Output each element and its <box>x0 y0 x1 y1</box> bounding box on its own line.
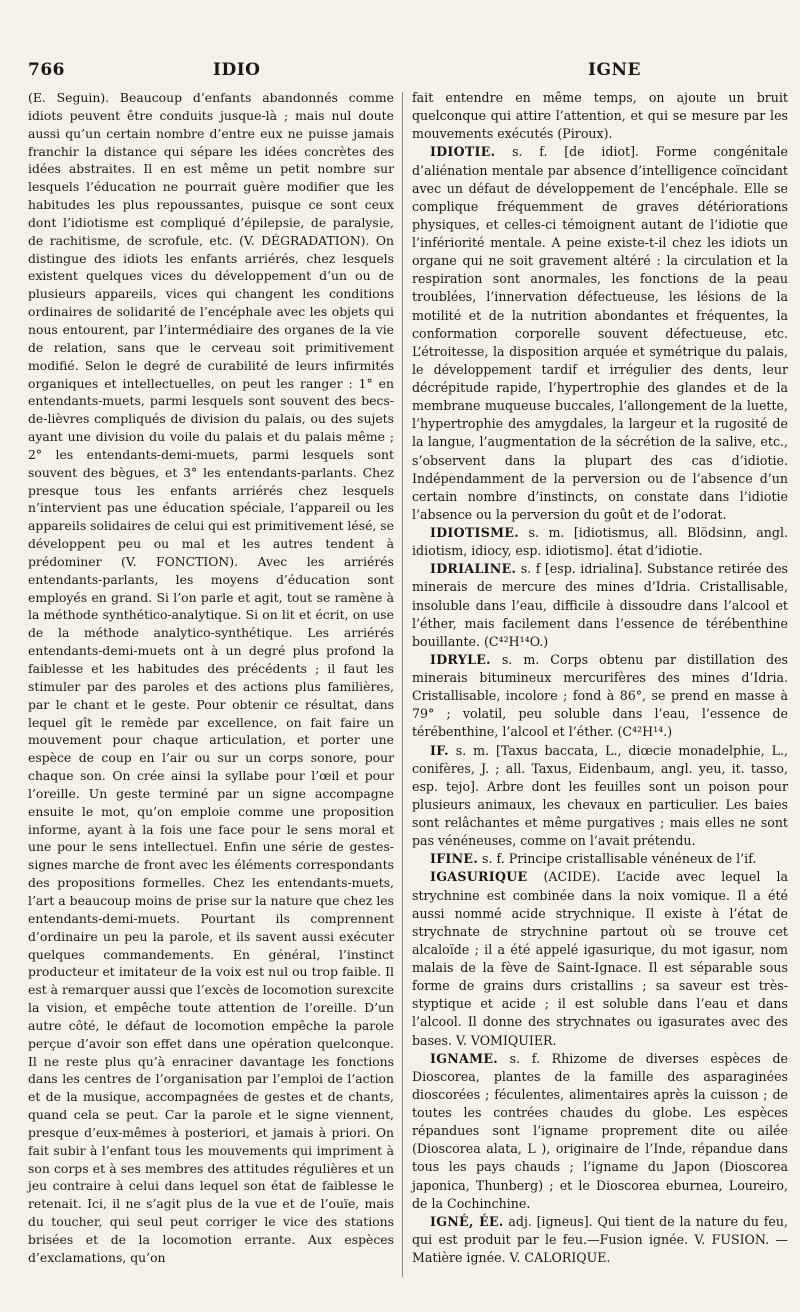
definition: s. m. [idiotismus, all. Blödsinn, angl. idiotism, idiocy, esp. idiotismo]. état d’idiotie. <box>412 525 789 559</box>
headword: IDIOTISME. <box>430 525 519 540</box>
definition: s. f [esp. idrialina]. Substance retirée des minerais de mercure des mines d’Idria. Cristallisable, insoluble dans l’eau, difficile à dissoudre dans l’alcool et l’éther, mais facilement dans l’essence de térébenthine bouillante. (C⁴²H¹⁴O.) <box>412 561 788 649</box>
page-number: 766 <box>28 60 65 80</box>
headword: IDRIALINE. <box>430 561 517 577</box>
headword: IDRYLE. <box>430 651 491 667</box>
entry-idiotie <box>412 143 788 524</box>
headword: IGNÉ, ÉE. <box>430 1213 504 1229</box>
definition: s. m. Corps obtenu par distillation des minerais bitumineux mercurifères des mines d’Idria. Cristallisable, incolore ; fond à 86°, se prend en masse à 79° ; volatil, peu soluble dans l’eau, l’essence de térébenthine, l’alcool et l’éther. (C⁴²H¹⁴.) <box>412 651 788 740</box>
entry-ifine <box>412 850 788 868</box>
entry-if <box>412 742 788 851</box>
column-divider <box>402 92 403 1277</box>
entry-idrialine <box>412 560 788 651</box>
headword: IF. <box>430 742 449 758</box>
headword: IGASURIQUE <box>430 869 528 885</box>
headword: IFINE. <box>430 851 479 867</box>
running-head-right: IGNE <box>588 60 641 80</box>
entry-igne <box>412 1213 788 1267</box>
page-header <box>28 60 786 86</box>
entry-igasurique <box>412 868 788 1049</box>
continuation-text: fait entendre en même temps, on ajoute un bruit quelconque qui attire l’attention, et qui se mesure par les mouvements exécutés (Piroux). <box>412 90 788 142</box>
headword: IGNAME. <box>430 1050 498 1066</box>
definition: s. f. Principe cristallisable vénéneux de l’if. <box>482 851 757 867</box>
entry-idiotisme <box>412 524 788 560</box>
headword: IDIOTIE. <box>430 144 496 160</box>
left-column-text: (E. Seguin). Beaucoup d’enfants abandonnés comme idiots peuvent être conduits jusque-là ; mais nul doute aussi qu’un certain nombre d’entre eux ne puisse jamais franchir la distance qui sépare les idées concrètes des idées abstraites. Il en est même un petit nombre sur lesquels l’éducation ne pourrait guère modifier que les habitudes les plus repoussantes, puisque ce sont ceux dont l’idiotisme est compliqué d’épilepsie, de paralysie, de rachitisme, de scrofule, etc. (V. DÉGRADATION). On distingue des idiots les enfants arriérés, chez lesquels existent quelques vices du développement d’un ou de plusieurs appareils, vices qui changent les conditions ordinaires de solidarité de l’encéphale avec les objets qui nous entourent, par l’intermédiaire des organes de la vie de relation, sans que le cerveau soit primitivement modifié. Selon le degré de curabilité de leurs infirmités organiques et intellectuelles, on peut les ranger : 1° en entendants-muets, parmi lesquels sont souvent des becs-de-lièvres compliqués de division du palais, ou des sujets ayant une division du voile du palais et du palais même ; 2° les entendants-demi-muets, parmi lesquels sont souvent des bègues, et 3° les entendants-parlants. Chez presque tous les enfants arriérés chez lesquels n’intervient pas une éducation spéciale, l’appareil ou les appareils solidaires de celui qui est primitivement lésé, se développent peu ou mal et les autres tendent à prédominer (V. FONCTION). Avec les arriérés entendants-parlants, les moyens d’éducation sont employés en grand. Si l’on parle et agit, tout se ramène à la méthode synthético-analytique. Si on lit et écrit, on use de la méthode analytico-synthétique. Les arriérés entendants-demi-muets ont à un degré plus profond la faiblesse et les habitudes des précédents ; il faut les stimuler par des paroles et des actions plus familières, par le chant et le geste. Pour obtenir ce résultat, dans lequel gît le remède par excellence, on fait faire un mouvement pour chaque articulation, et porter une espèce de coup en l’air ou sur un corps sonore, pour chaque son. On crée ainsi la syllabe pour l’œil et pour l’oreille. Un geste terminé par un signe accompagne ensuite le mot, qu’on emploie comme une proposition informe, ayant à la fois une face pour le sens moral et une pour le sens intellectuel. Enfin une série de gestes-signes marche de front avec les éléments correspondants des propositions formelles. Chez les entendants-muets, l’art a beaucoup moins de prise sur la nature que chez les entendants-demi-muets. Pourtant ils comprennent d’ordinaire un peu la parole, et ils savent aussi exécuter quelques commandements. En général, l’instinct producteur et imitateur de la voix est nul ou trop faible. Il est à remarquer aussi que l’excès de locomotion surexcite la vision, et empêche toute attention de l’oreille. D’un autre côté, le défaut de locomotion empêche la parole perçue d’avoir son effet dans une opération quelconque. Il ne reste plus qu’à enraciner davantage les fonctions dans les centres de l’organisation par l’emploi de l’action et de la musique, accompagnées de gestes et de chants, quand cela se peut. Car la parole et le signe viennent, presque d’eux-mêmes à posteriori, et jamais à priori. On fait subir à l’enfant tous les mouvements qui impriment à son corps et à ses membres des attitudes régulières et un jeu contraire à celui dans lequel son état de faiblesse le retenait. Ici, il ne s’agit plus de la vue et de l’ouïe, mais du toucher, qui seul peut corriger le vice des stations brisées et de la locomotion errante. Aux espèces d’exclamations, qu’on <box>28 90 394 1265</box>
right-column <box>412 89 788 1267</box>
definition: s. m. [Taxus baccata, L., diœcie monadelphie, L., conifères, J. ; all. Taxus, Eidenbaum, angl. yeu, it. tasso, esp. tejo]. Arbre dont les feuilles sont un poison pour plusieurs animaux, les chevaux en particulier. Les baies sont relâchantes et même purgatives ; mais elles ne sont pas vénéneuses, comme on l’avait prétendu. <box>412 742 788 849</box>
definition: adj. [igneus]. Qui tient de la nature du feu, qui est produit par le feu.—Fusion ignée. V. FUSION. — Matière ignée. V. CALORIQUE. <box>412 1213 789 1265</box>
definition: s. f. [de idiot]. Forme congénitale d’aliénation mentale par absence d’intelligence coïncidant avec un défaut de développement de l’encéphale. Elle se complique fréquemment de graves détériorations physiques, et celles-ci témoignent autant de l’idiotie que l’infériorité mentale. A peine existe-t-il chez les idiots un organe qui ne soit gravement altéré : la circulation et la respiration sont anormales, les fonctions de la peau troublées, l’innervation défectueuse, les lésions de la motilité et de la nutrition abondantes et fréquentes, la conformation corporelle souvent défectueuse, etc. L’étroitesse, la disposition arquée et symétrique du palais, le développement tardif et irrégulier des dents, leur décrépitude rapide, l’hypertrophie des glandes et de la membrane muqueuse buccales, l’allongement de la luette, l’hypertrophie des amygdales, la largeur et la rugosité de la langue, l’augmentation de la sécrétion de la salive, etc., s’observent dans la plupart des cas d’idiotie. Indépendamment de la perversion ou de l’absence d’un certain nombre d’instincts, on constate dans l’idiotie l’absence ou la perversion du goût et de l’odorat. <box>412 144 788 522</box>
entry-igname <box>412 1050 788 1213</box>
running-head-left: IDIO <box>213 60 261 80</box>
left-column <box>28 89 394 1267</box>
definition: s. f. Rhizome de diverses espèces de Dioscorea, plantes de la famille des asparaginées dioscorées ; féculentes, alimentaires après la cuisson ; de toutes les contrées chaudes du globe. Les espèces répandues sont l’igname proprement dite ou ailée (Dioscorea alata, L ), originaire de l’Inde, répandue dans tous les pays chauds ; l’igname du Japon (Dioscorea japonica, Thunberg) ; et le Dioscorea eburnea, Loureiro, de la Cochinchine. <box>412 1050 788 1211</box>
entry-idryle <box>412 651 788 742</box>
definition: (ACIDE). L’acide avec lequel la strychnine est combinée dans la noix vomique. Il a été aussi nommé acide strychnique. Il existe à l’état de strychnate de strychnine partout où se trouve cet alcaloïde ; il a été appelé igasurique, du mot igasur, nom malais de la fève de Saint-Ignace. Il est séparable sous forme de grains durs cristallins ; sa saveur est très-styptique et acide ; il est soluble dans l’eau et dans l’alcool. Il donne des strychnates ou igasurates avec des bases. V. VOMIQUIER. <box>412 869 788 1048</box>
